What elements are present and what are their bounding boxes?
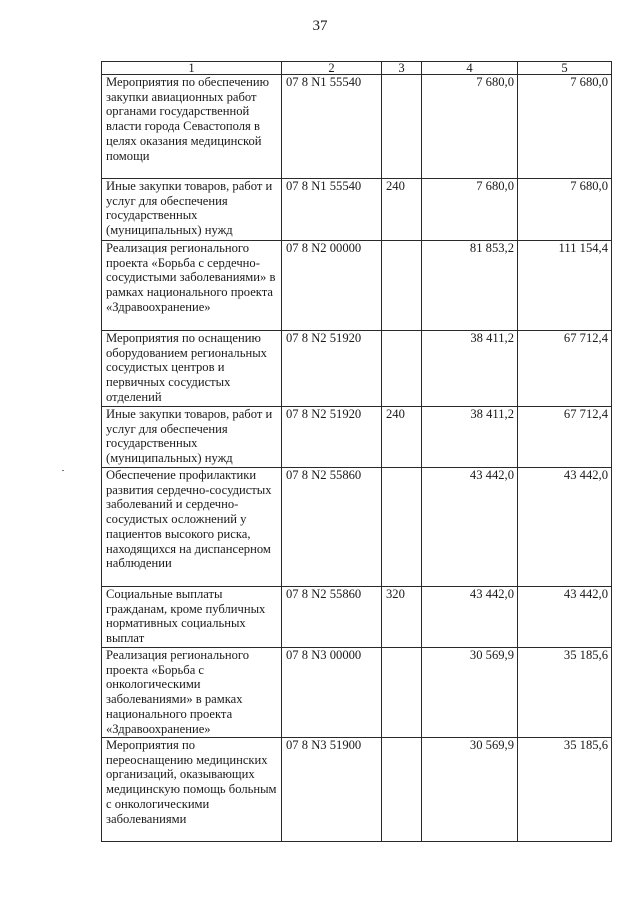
amount-cell-col4: 30 569,9 [422,738,518,842]
amount-cell-col4: 7 680,0 [422,75,518,179]
table-header-row [102,62,612,75]
amount-cell-col4: 38 411,2 [422,331,518,407]
target-code-cell: 07 8 N2 00000 [282,241,382,331]
amount-cell-col4: 43 442,0 [422,468,518,587]
amount-cell-col5: 43 442,0 [518,468,612,587]
column-header: 1 [102,62,282,75]
page-number: 37 [312,18,328,34]
scan-speck [62,470,64,471]
expense-type-cell [382,75,422,179]
table-row [102,648,612,738]
expense-type-cell [382,241,422,331]
target-code-cell: 07 8 N1 55540 [282,179,382,241]
target-code-cell: 07 8 N2 51920 [282,331,382,407]
item-name-cell: Обеспечение профилактики развития сердечно-сосудистых заболеваний и сердечно-сосудистых осложнений у пациентов высокого риска, находящихся на диспансерном наблюдении [102,468,282,587]
expense-type-cell: 240 [382,407,422,468]
amount-cell-col4: 7 680,0 [422,179,518,241]
amount-cell-col5: 67 712,4 [518,407,612,468]
table-row [102,587,612,648]
amount-cell-col5: 111 154,4 [518,241,612,331]
table-row [102,331,612,407]
amount-cell-col5: 7 680,0 [518,179,612,241]
expense-type-cell [382,331,422,407]
target-code-cell: 07 8 N3 00000 [282,648,382,738]
table-row [102,468,612,587]
expense-type-cell [382,738,422,842]
budget-table [101,61,612,842]
item-name-cell: Иные закупки товаров, работ и услуг для обеспечения государственных (муниципальных) нужд [102,179,282,241]
amount-cell-col4: 38 411,2 [422,407,518,468]
amount-cell-col4: 43 442,0 [422,587,518,648]
column-header: 2 [282,62,382,75]
target-code-cell: 07 8 N2 51920 [282,407,382,468]
item-name-cell: Мероприятия по обеспечению закупки авиационных работ органами государственной власти города Севастополя в целях оказания медицинской помощи [102,75,282,179]
table-row [102,75,612,179]
table-row [102,738,612,842]
item-name-cell: Мероприятия по переоснащению медицинских организаций, оказывающих медицинскую помощь больным с онкологическими заболеваниями [102,738,282,842]
table-row [102,407,612,468]
item-name-cell: Мероприятия по оснащению оборудованием региональных сосудистых центров и первичных сосудистых отделений [102,331,282,407]
column-header: 3 [382,62,422,75]
expense-type-cell: 240 [382,179,422,241]
expense-type-cell [382,648,422,738]
target-code-cell: 07 8 N2 55860 [282,468,382,587]
column-header: 4 [422,62,518,75]
target-code-cell: 07 8 N2 55860 [282,587,382,648]
item-name-cell: Социальные выплаты гражданам, кроме публичных нормативных социальных выплат [102,587,282,648]
item-name-cell: Иные закупки товаров, работ и услуг для обеспечения государственных (муниципальных) нужд [102,407,282,468]
amount-cell-col4: 30 569,9 [422,648,518,738]
expense-type-cell: 320 [382,587,422,648]
amount-cell-col5: 67 712,4 [518,331,612,407]
expense-type-cell [382,468,422,587]
amount-cell-col4: 81 853,2 [422,241,518,331]
amount-cell-col5: 35 185,6 [518,648,612,738]
amount-cell-col5: 7 680,0 [518,75,612,179]
target-code-cell: 07 8 N1 55540 [282,75,382,179]
amount-cell-col5: 43 442,0 [518,587,612,648]
column-header: 5 [518,62,612,75]
target-code-cell: 07 8 N3 51900 [282,738,382,842]
amount-cell-col5: 35 185,6 [518,738,612,842]
item-name-cell: Реализация регионального проекта «Борьба с сердечно-сосудистыми заболеваниями» в рамках национального проекта «Здравоохранение» [102,241,282,331]
item-name-cell: Реализация регионального проекта «Борьба с онкологическими заболеваниями» в рамках национального проекта «Здравоохранение» [102,648,282,738]
table-row [102,179,612,241]
table-row [102,241,612,331]
